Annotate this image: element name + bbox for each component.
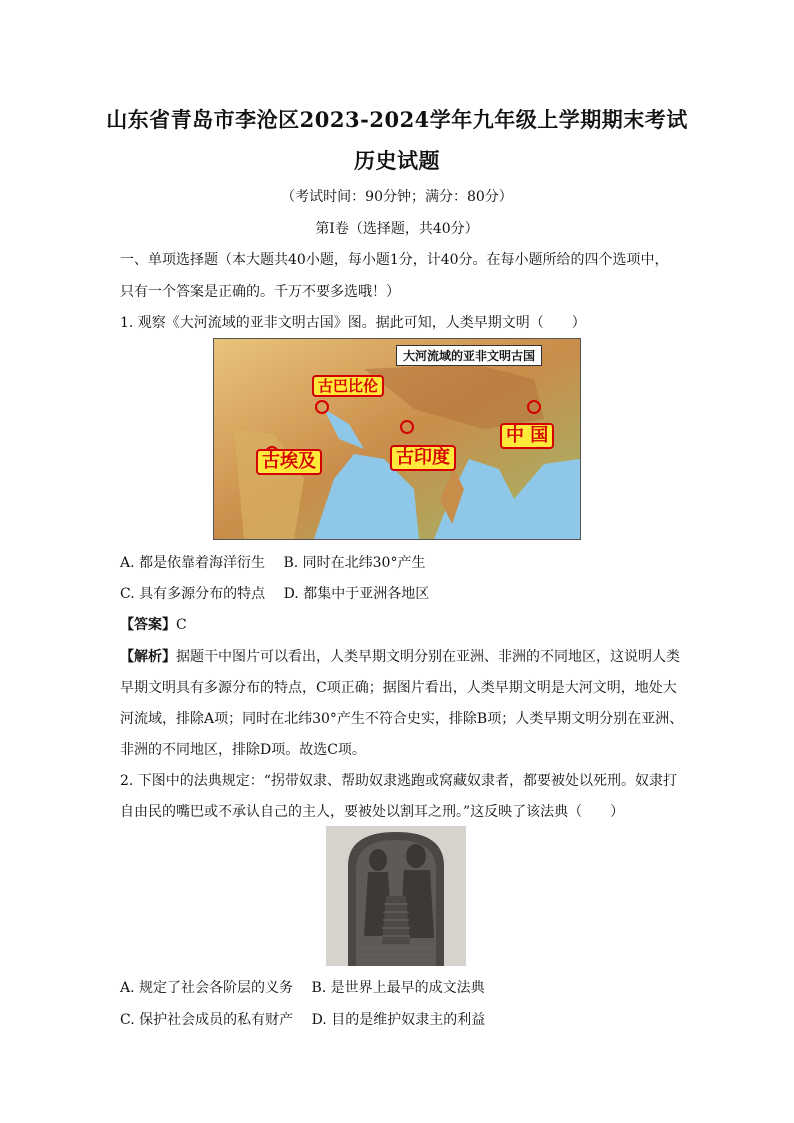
question-1-analysis-line3: 河流域，排除A项；同时在北纬30°产生不符合史实，排除B项；人类早期文明分别在亚洲、 — [120, 711, 684, 727]
map-label-egypt: 古埃及 — [256, 449, 322, 475]
analysis-text-1: 据题干中图片可以看出，人类早期文明分别在亚洲、非洲的不同地区，这说明人类 — [176, 649, 680, 665]
question-1-analysis-line1 — [120, 646, 680, 666]
instructions-line2: 只有一个答案是正确的。千万不要多选哦！） — [120, 284, 400, 300]
question-1-stem: 1. 观察《大河流域的亚非文明古国》图。据此可知，人类早期文明（ ） — [120, 315, 586, 331]
question-1-options-ab: A. 都是依靠着海洋衍生 B. 同时在北纬30°产生 — [120, 555, 426, 571]
map-heading: 大河流域的亚非文明古国 — [396, 345, 542, 366]
map-label-babylon: 古巴比伦 — [312, 375, 384, 397]
hammurabi-stele-photo — [326, 826, 466, 966]
exam-title: 山东省青岛市李沧区2023-2024学年九年级上学期期末考试 — [106, 107, 688, 132]
question-1-answer — [120, 614, 187, 634]
section-heading: 第Ⅰ卷（选择题，共40分） — [315, 221, 479, 237]
question-1-analysis-line2: 早期文明具有多源分布的特点，C项正确；据图片看出，人类早期文明是大河文明，地处大 — [120, 680, 677, 696]
map-label-china: 中 国 — [500, 423, 554, 449]
question-2-stem-line2: 自由民的嘴巴或不承认自己的主人，要被处以割耳之刑。”这反映了该法典（ ） — [120, 804, 625, 820]
question-2-stem-line1: 2. 下图中的法典规定：“拐带奴隶、帮助奴隶逃跑或窝藏奴隶者，都要被处以死刑。奴隶打 — [120, 773, 677, 789]
exam-subject: 历史试题 — [354, 148, 440, 173]
stele-illustration — [326, 826, 466, 966]
analysis-label: 【解析】 — [120, 649, 176, 665]
map-label-india: 古印度 — [390, 445, 456, 471]
instructions-line1: 一、单项选择题（本大题共40小题，每小题1分，计40分。在每小题所给的四个选项中， — [120, 252, 669, 268]
answer-value: C — [176, 617, 187, 633]
question-1-options-cd: C. 具有多源分布的特点 D. 都集中于亚洲各地区 — [120, 586, 430, 602]
answer-label: 【答案】 — [120, 617, 176, 633]
question-2-options-ab: A. 规定了社会各阶层的义务 B. 是世界上最早的成文法典 — [120, 980, 485, 996]
question-2-options-cd: C. 保护社会成员的私有财产 D. 目的是维护奴隶主的利益 — [120, 1012, 486, 1028]
question-1-analysis-line4: 非洲的不同地区，排除D项。故选C项。 — [120, 742, 366, 758]
ancient-civilizations-map — [213, 338, 581, 540]
exam-info: （考试时间：90分钟；满分：80分） — [281, 189, 513, 205]
